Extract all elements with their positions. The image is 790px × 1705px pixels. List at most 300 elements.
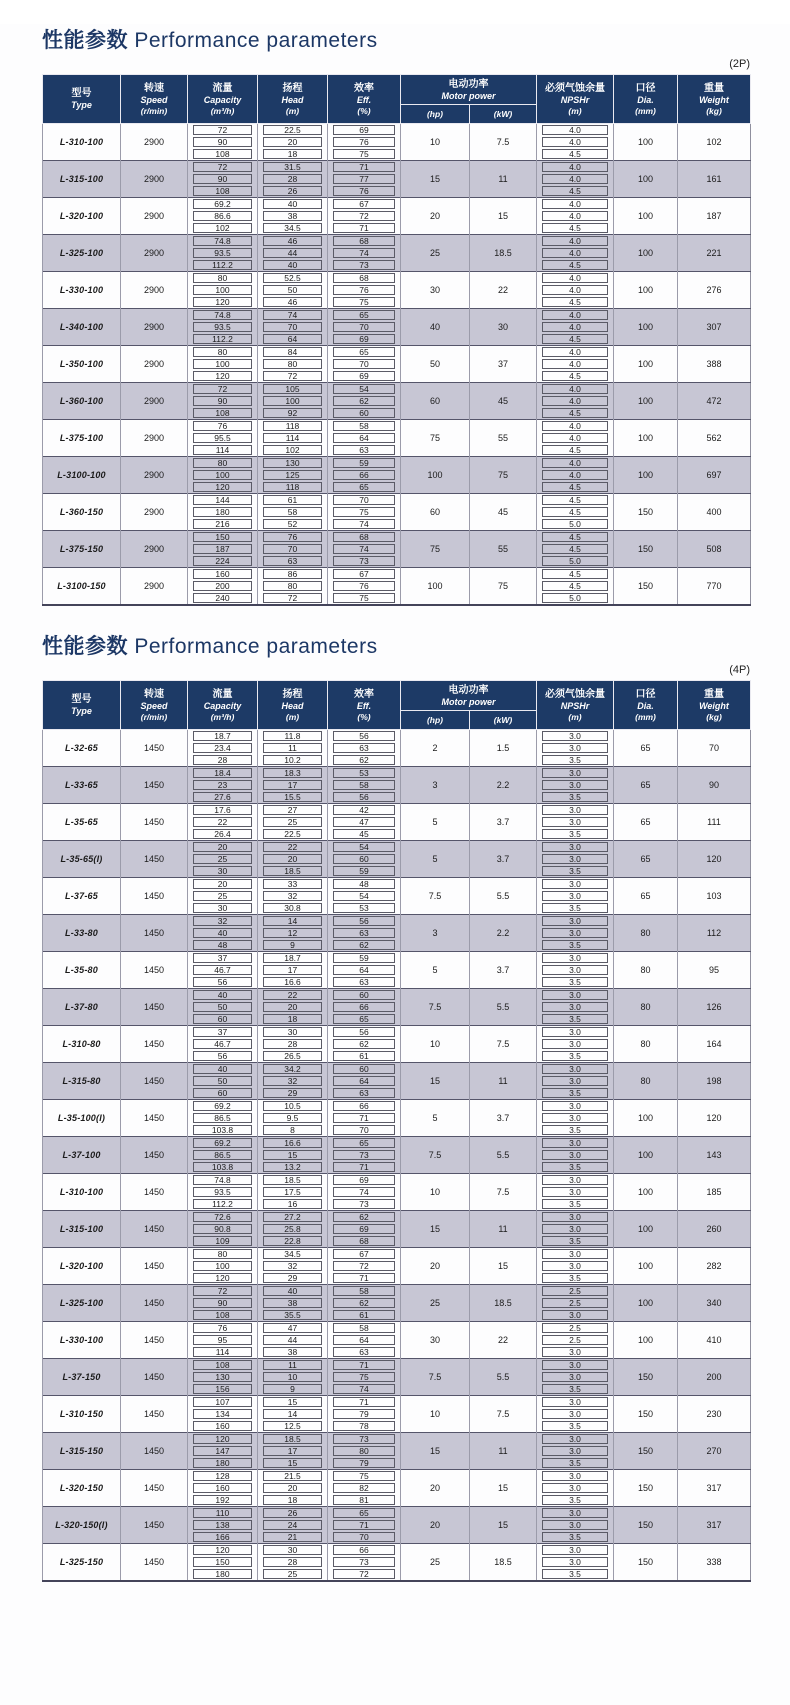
capacity-cell [188, 568, 258, 581]
npshr-cell [537, 1100, 614, 1113]
head-cell [258, 383, 328, 396]
npshr-cell [537, 247, 614, 259]
head-value: 61 [263, 495, 322, 505]
npshr-cell [537, 767, 614, 780]
dia-cell: 100 [614, 309, 678, 346]
type-cell: L-330-100 [43, 1322, 121, 1359]
capacity-value: 108 [193, 149, 252, 159]
head-value: 12.5 [263, 1421, 322, 1431]
capacity-cell [188, 469, 258, 481]
hp-cell: 20 [401, 1470, 470, 1507]
capacity-cell [188, 964, 258, 976]
type-cell: L-37-80 [43, 989, 121, 1026]
npshr-value: 4.5 [542, 495, 608, 505]
head-value: 15 [263, 1150, 322, 1160]
head-cell [258, 1297, 328, 1309]
eff-cell [328, 767, 401, 780]
head-cell [258, 333, 328, 346]
eff-value: 65 [333, 310, 395, 320]
eff-cell [328, 1137, 401, 1150]
npshr-cell [537, 161, 614, 174]
head-cell [258, 1445, 328, 1457]
eff-value: 67 [333, 1249, 395, 1259]
capacity-cell [188, 1494, 258, 1507]
capacity-cell [188, 878, 258, 891]
npshr-value: 3.5 [542, 903, 608, 913]
head-value: 17 [263, 1446, 322, 1456]
capacity-value: 120 [193, 1434, 252, 1444]
dia-cell: 100 [614, 346, 678, 383]
head-cell [258, 754, 328, 767]
speed-cell: 1450 [121, 1100, 188, 1137]
npshr-cell [537, 976, 614, 989]
eff-cell [328, 1544, 401, 1557]
kw-cell: 11 [470, 1211, 537, 1248]
capacity-value: 147 [193, 1446, 252, 1456]
npshr-cell [537, 1285, 614, 1298]
dia-cell: 150 [614, 1396, 678, 1433]
page-title-4p [42, 630, 750, 660]
npshr-value: 4.5 [542, 260, 608, 270]
npshr-value: 3.0 [542, 854, 608, 864]
head-cell [258, 1248, 328, 1261]
eff-cell [328, 1063, 401, 1076]
eff-value: 75 [333, 1471, 395, 1481]
npshr-value: 4.5 [542, 507, 608, 517]
capacity-value: 187 [193, 544, 252, 554]
head-value: 84 [263, 347, 322, 357]
eff-value: 65 [333, 1014, 395, 1024]
npshr-cell [537, 568, 614, 581]
head-cell [258, 1383, 328, 1396]
type-cell: L-35-65(I) [43, 841, 121, 878]
capacity-cell [188, 1445, 258, 1457]
head-value: 16.6 [263, 977, 322, 987]
head-value: 24 [263, 1520, 322, 1530]
capacity-cell [188, 915, 258, 928]
dia-cell: 80 [614, 989, 678, 1026]
eff-value: 60 [333, 408, 395, 418]
head-value: 18.5 [263, 866, 322, 876]
head-cell [258, 580, 328, 592]
col-header-kw: (kW) [470, 711, 537, 730]
table-header [43, 75, 751, 124]
eff-cell [328, 198, 401, 211]
eff-value: 61 [333, 1310, 395, 1320]
npshr-value: 4.5 [542, 408, 608, 418]
npshr-cell [537, 1371, 614, 1383]
npshr-cell [537, 1433, 614, 1446]
head-cell [258, 210, 328, 222]
head-value: 12 [263, 928, 322, 938]
npshr-cell [537, 964, 614, 976]
model-row [43, 1211, 751, 1248]
npshr-cell [537, 1507, 614, 1520]
speed-cell: 1450 [121, 730, 188, 767]
head-value: 70 [263, 544, 322, 554]
eff-value: 78 [333, 1421, 395, 1431]
capacity-cell [188, 148, 258, 161]
eff-cell [328, 964, 401, 976]
eff-value: 64 [333, 433, 395, 443]
catalog-page [0, 24, 790, 1705]
capacity-cell [188, 1063, 258, 1076]
eff-value: 68 [333, 273, 395, 283]
speed-cell: 1450 [121, 1396, 188, 1433]
capacity-value: 48 [193, 940, 252, 950]
type-cell: L-315-100 [43, 1211, 121, 1248]
kw-cell: 22 [470, 272, 537, 309]
weight-cell: 185 [678, 1174, 751, 1211]
head-cell [258, 222, 328, 235]
speed-cell: 2900 [121, 420, 188, 457]
npshr-cell [537, 1063, 614, 1076]
capacity-value: 76 [193, 1323, 252, 1333]
head-cell [258, 148, 328, 161]
capacity-value: 224 [193, 556, 252, 566]
weight-cell: 770 [678, 568, 751, 606]
dia-cell: 150 [614, 1433, 678, 1470]
head-cell [258, 853, 328, 865]
eff-value: 62 [333, 396, 395, 406]
eff-value: 58 [333, 1323, 395, 1333]
npshr-cell [537, 1334, 614, 1346]
head-value: 40 [263, 199, 322, 209]
npshr-cell [537, 469, 614, 481]
eff-value: 74 [333, 1187, 395, 1197]
npshr-cell [537, 1470, 614, 1483]
capacity-cell [188, 1161, 258, 1174]
capacity-cell [188, 1433, 258, 1446]
npshr-cell [537, 1457, 614, 1470]
npshr-cell [537, 284, 614, 296]
dia-cell: 150 [614, 1544, 678, 1582]
eff-value: 53 [333, 768, 395, 778]
head-cell [258, 1149, 328, 1161]
kw-cell: 37 [470, 346, 537, 383]
eff-value: 54 [333, 384, 395, 394]
eff-cell [328, 161, 401, 174]
capacity-cell [188, 1087, 258, 1100]
section-2p [0, 24, 790, 606]
head-cell [258, 976, 328, 989]
model-row [43, 915, 751, 952]
npshr-cell [537, 1383, 614, 1396]
capacity-value: 22 [193, 817, 252, 827]
capacity-value: 60 [193, 1014, 252, 1024]
head-cell [258, 1235, 328, 1248]
capacity-cell [188, 1100, 258, 1113]
type-cell: L-33-80 [43, 915, 121, 952]
capacity-value: 74.8 [193, 1175, 252, 1185]
capacity-cell [188, 592, 258, 605]
head-value: 64 [263, 334, 322, 344]
eff-value: 60 [333, 854, 395, 864]
head-value: 32 [263, 1261, 322, 1271]
eff-cell [328, 494, 401, 507]
head-cell [258, 259, 328, 272]
eff-value: 70 [333, 322, 395, 332]
npshr-cell [537, 1420, 614, 1433]
eff-cell [328, 878, 401, 891]
npshr-value: 3.0 [542, 1397, 608, 1407]
eff-cell [328, 915, 401, 928]
head-value: 15.5 [263, 792, 322, 802]
head-value: 29 [263, 1088, 322, 1098]
model-row [43, 272, 751, 309]
capacity-value: 128 [193, 1471, 252, 1481]
eff-value: 54 [333, 891, 395, 901]
head-value: 20 [263, 1002, 322, 1012]
capacity-value: 103.8 [193, 1162, 252, 1172]
eff-value: 71 [333, 1162, 395, 1172]
hp-cell: 5 [401, 952, 470, 989]
npshr-value: 3.0 [542, 1434, 608, 1444]
head-value: 26.5 [263, 1051, 322, 1061]
npshr-cell [537, 346, 614, 359]
npshr-value: 4.0 [542, 199, 608, 209]
capacity-cell [188, 506, 258, 518]
kw-cell: 22 [470, 1322, 537, 1359]
eff-value: 64 [333, 1076, 395, 1086]
eff-cell [328, 272, 401, 285]
speed-cell: 2900 [121, 568, 188, 606]
npshr-value: 3.5 [542, 1051, 608, 1061]
head-cell [258, 161, 328, 174]
npshr-value: 4.5 [542, 371, 608, 381]
head-value: 52 [263, 519, 322, 529]
type-cell: L-310-100 [43, 1174, 121, 1211]
type-cell: L-320-100 [43, 198, 121, 235]
capacity-cell [188, 1322, 258, 1335]
dia-cell: 150 [614, 1359, 678, 1396]
capacity-cell [188, 432, 258, 444]
model-row [43, 1137, 751, 1174]
capacity-value: 60 [193, 1088, 252, 1098]
npshr-value: 4.0 [542, 248, 608, 258]
eff-cell [328, 407, 401, 420]
hp-cell: 10 [401, 1396, 470, 1433]
hp-cell: 10 [401, 1026, 470, 1063]
dia-cell: 150 [614, 568, 678, 606]
npshr-cell [537, 457, 614, 470]
eff-cell [328, 543, 401, 555]
model-row [43, 198, 751, 235]
eff-cell [328, 1445, 401, 1457]
head-value: 118 [263, 482, 322, 492]
weight-cell: 388 [678, 346, 751, 383]
head-cell [258, 1568, 328, 1581]
eff-value: 72 [333, 1569, 395, 1579]
page-title-2p [42, 24, 750, 54]
head-value: 20 [263, 1483, 322, 1493]
npshr-value: 3.0 [542, 1446, 608, 1456]
model-row [43, 383, 751, 420]
eff-value: 68 [333, 532, 395, 542]
hp-cell: 2 [401, 730, 470, 767]
eff-value: 71 [333, 1360, 395, 1370]
capacity-value: 110 [193, 1508, 252, 1518]
kw-cell: 5.5 [470, 1359, 537, 1396]
model-row [43, 1396, 751, 1433]
head-value: 8 [263, 1125, 322, 1135]
capacity-cell [188, 1223, 258, 1235]
kw-cell: 7.5 [470, 124, 537, 161]
head-value: 40 [263, 260, 322, 270]
head-value: 118 [263, 421, 322, 431]
head-cell [258, 742, 328, 754]
npshr-value: 3.0 [542, 1101, 608, 1111]
kw-cell: 45 [470, 383, 537, 420]
npshr-cell [537, 198, 614, 211]
head-cell [258, 370, 328, 383]
eff-cell [328, 1309, 401, 1322]
model-row [43, 952, 751, 989]
type-cell: L-340-100 [43, 309, 121, 346]
weight-cell: 400 [678, 494, 751, 531]
eff-cell [328, 1248, 401, 1261]
capacity-cell [188, 902, 258, 915]
head-cell [258, 1507, 328, 1520]
npshr-cell [537, 481, 614, 494]
head-cell [258, 494, 328, 507]
eff-value: 69 [333, 371, 395, 381]
head-value: 46 [263, 236, 322, 246]
npshr-cell [537, 754, 614, 767]
capacity-cell [188, 1396, 258, 1409]
capacity-cell [188, 259, 258, 272]
eff-cell [328, 395, 401, 407]
col-header-weight: 重量 Weight (kg) [678, 681, 751, 730]
eff-value: 59 [333, 866, 395, 876]
npshr-value: 3.0 [542, 916, 608, 926]
head-cell [258, 1038, 328, 1050]
col-header-eff: 效率 Eff. (%) [328, 681, 401, 730]
npshr-cell [537, 506, 614, 518]
npshr-cell [537, 1112, 614, 1124]
head-cell [258, 1482, 328, 1494]
capacity-cell [188, 767, 258, 780]
speed-cell: 1450 [121, 1285, 188, 1322]
speed-cell: 1450 [121, 1359, 188, 1396]
npshr-cell [537, 927, 614, 939]
head-value: 30 [263, 1027, 322, 1037]
capacity-cell [188, 1050, 258, 1063]
npshr-cell [537, 1149, 614, 1161]
eff-cell [328, 1161, 401, 1174]
eff-value: 71 [333, 1520, 395, 1530]
dia-cell: 100 [614, 198, 678, 235]
npshr-cell [537, 1544, 614, 1557]
eff-value: 72 [333, 211, 395, 221]
dia-cell: 150 [614, 1470, 678, 1507]
hp-cell: 5 [401, 1100, 470, 1137]
head-value: 30.8 [263, 903, 322, 913]
capacity-value: 72 [193, 1286, 252, 1296]
capacity-value: 80 [193, 347, 252, 357]
model-row [43, 1063, 751, 1100]
capacity-cell [188, 531, 258, 544]
speed-cell: 1450 [121, 989, 188, 1026]
capacity-value: 109 [193, 1236, 252, 1246]
npshr-cell [537, 222, 614, 235]
col-header-weight: 重量 Weight (kg) [678, 75, 751, 124]
eff-cell [328, 444, 401, 457]
head-value: 28 [263, 174, 322, 184]
model-row [43, 804, 751, 841]
weight-cell: 103 [678, 878, 751, 915]
type-cell: L-360-100 [43, 383, 121, 420]
npshr-value: 3.0 [542, 805, 608, 815]
hp-cell: 30 [401, 272, 470, 309]
head-cell [258, 1161, 328, 1174]
type-cell: L-315-150 [43, 1433, 121, 1470]
capacity-value: 90 [193, 1298, 252, 1308]
npshr-value: 4.0 [542, 322, 608, 332]
type-cell: L-320-100 [43, 1248, 121, 1285]
eff-value: 75 [333, 593, 395, 603]
head-value: 11 [263, 743, 322, 753]
capacity-value: 112.2 [193, 334, 252, 344]
capacity-value: 80 [193, 273, 252, 283]
speed-cell: 1450 [121, 1507, 188, 1544]
npshr-value: 3.5 [542, 1421, 608, 1431]
capacity-cell [188, 272, 258, 285]
kw-cell: 45 [470, 494, 537, 531]
head-cell [258, 1272, 328, 1285]
npshr-value: 5.0 [542, 556, 608, 566]
npshr-cell [537, 1211, 614, 1224]
npshr-cell [537, 1248, 614, 1261]
kw-cell: 2.2 [470, 767, 537, 804]
eff-cell [328, 804, 401, 817]
eff-cell [328, 865, 401, 878]
kw-cell: 3.7 [470, 1100, 537, 1137]
eff-cell [328, 568, 401, 581]
kw-cell: 11 [470, 161, 537, 198]
capacity-cell [188, 383, 258, 396]
npshr-value: 3.0 [542, 928, 608, 938]
npshr-cell [537, 1519, 614, 1531]
head-cell [258, 828, 328, 841]
npshr-cell [537, 395, 614, 407]
title-chinese: 性能参数 [42, 29, 128, 52]
capacity-cell [188, 1309, 258, 1322]
head-cell [258, 804, 328, 817]
eff-cell [328, 173, 401, 185]
kw-cell: 7.5 [470, 1174, 537, 1211]
capacity-value: 120 [193, 1273, 252, 1283]
capacity-value: 93.5 [193, 248, 252, 258]
npshr-cell [537, 1235, 614, 1248]
head-cell [258, 1174, 328, 1187]
capacity-cell [188, 1507, 258, 1520]
eff-cell [328, 148, 401, 161]
npshr-cell [537, 1568, 614, 1581]
capacity-cell [188, 890, 258, 902]
head-cell [258, 518, 328, 531]
eff-cell [328, 1001, 401, 1013]
npshr-cell [537, 1013, 614, 1026]
capacity-value: 100 [193, 1261, 252, 1271]
dia-cell: 80 [614, 1026, 678, 1063]
dia-cell: 65 [614, 767, 678, 804]
npshr-cell [537, 518, 614, 531]
head-value: 52.5 [263, 273, 322, 283]
capacity-value: 102 [193, 223, 252, 233]
npshr-cell [537, 939, 614, 952]
npshr-cell [537, 235, 614, 248]
